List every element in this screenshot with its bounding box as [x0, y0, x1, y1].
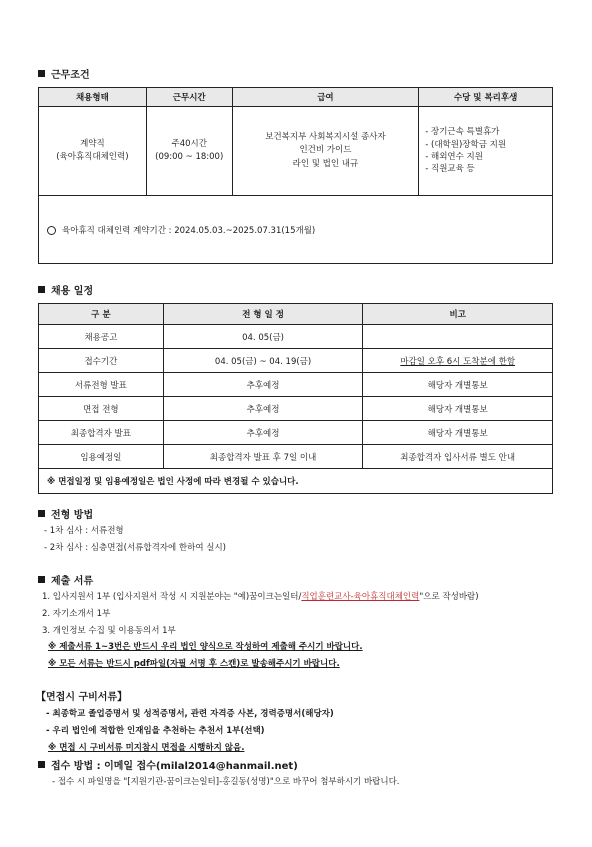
work-conditions-table [38, 87, 553, 264]
table-row [39, 421, 553, 445]
header-employment-type: 채용형태 [39, 88, 147, 107]
salary-line: 인건비 가이드 [299, 145, 352, 156]
document-item-1-suffix: "으로 작성바람) [419, 592, 479, 602]
section-title-text: 전형 방법 [51, 510, 94, 521]
section-title-work-conditions [38, 66, 90, 81]
selection-step-2: - 2차 심사 : 심층면접(서류합격자에 한하여 실시) [44, 543, 226, 553]
row-label: 채용공고 [39, 325, 164, 349]
header-schedule: 전 형 일 정 [163, 304, 363, 325]
header-benefits: 수당 및 복리후생 [419, 88, 553, 107]
selection-step-1: - 1차 심사 : 서류전형 [44, 526, 124, 536]
document-item-1-prefix: 1. 입사지원서 1부 (입사지원서 작성 시 지원분야는 "예)꿈이크는일터/ [42, 592, 302, 602]
row-schedule: 최종합격자 발표 후 7일 이내 [163, 445, 363, 469]
employment-type-cell [39, 107, 147, 196]
schedule-table [38, 303, 553, 494]
row-note: 최종합격자 입사서류 별도 안내 [363, 445, 553, 469]
square-bullet-icon [38, 286, 45, 293]
row-schedule: 추후예정 [163, 397, 363, 421]
benefit-item: - 해외연수 지원 [425, 152, 483, 162]
row-note [363, 325, 553, 349]
benefit-item: - 직원교육 등 [425, 164, 475, 175]
circle-bullet-icon [47, 226, 56, 235]
row-note: 해당자 개별통보 [363, 397, 553, 421]
header-category: 구 분 [39, 304, 164, 325]
row-label: 임용예정일 [39, 445, 164, 469]
header-salary: 급여 [232, 88, 419, 107]
table-row [39, 349, 553, 373]
row-note: 해당자 개별통보 [363, 373, 553, 397]
benefits-cell [419, 107, 553, 196]
square-bullet-icon [38, 510, 45, 517]
section-title-text: 채용 일정 [51, 286, 94, 297]
document-item-2: 2. 자기소개서 1부 [42, 609, 111, 619]
row-label: 최종합격자 발표 [39, 421, 164, 445]
header-work-hours: 근무시간 [146, 88, 232, 107]
table-row [39, 325, 553, 349]
work-hours-cell [146, 107, 232, 196]
row-label: 면접 전형 [39, 397, 164, 421]
work-hours-line: (09:00 ~ 18:00) [155, 152, 224, 162]
interview-doc-item-2: - 우리 법인에 적합한 인재임을 추천하는 추천서 1부(선택) [46, 726, 265, 736]
employment-type-line: (육아휴직대체인력) [56, 152, 129, 162]
benefit-item: - (대학원)장학금 지원 [425, 139, 507, 150]
row-note: 마감일 오후 6시 도착분에 한함 [363, 349, 553, 373]
document-item-1-highlight: 직업훈련교사-육아휴직대체인력 [301, 592, 420, 602]
square-bullet-icon [38, 70, 45, 77]
square-bullet-icon [38, 576, 45, 583]
work-hours-line: 주40시간 [171, 138, 207, 149]
document-notice-1: ※ 제출서류 1~3번은 반드시 우리 법인 양식으로 작성하여 제출해 주시기 바랍니다. [48, 642, 363, 652]
document-item-1 [42, 590, 479, 602]
row-schedule: 04. 05(금) [163, 325, 363, 349]
section-title-application-method [38, 757, 298, 772]
interview-doc-item-1: - 최종학교 졸업증명서 및 성적증명서, 관련 자격증 사본, 경력증명서(해당자) [46, 709, 334, 719]
section-title-selection-method [38, 506, 93, 521]
row-schedule: 추후예정 [163, 421, 363, 445]
interview-doc-notice: ※ 면접 시 구비서류 미지참시 면접을 시행하지 않음. [48, 743, 245, 753]
document-notice-2: ※ 모든 서류는 반드시 pdf파일(자필 서명 후 스캔)로 발송해주시기 바랍니다. [48, 659, 340, 669]
contract-period-text: 육아휴직 대체인력 계약기간 : 2024.05.03.~2025.07.31(15개월) [62, 225, 316, 236]
schedule-footnote: ※ 면접일정 및 임용예정일은 법인 사정에 따라 변경될 수 있습니다. [39, 469, 553, 494]
table-row [39, 397, 553, 421]
section-title-schedule [38, 282, 93, 297]
contract-period-note [39, 196, 553, 264]
section-title-interview-docs [36, 688, 127, 703]
salary-line: 보건복지부 사회복지시설 종사자 [265, 132, 386, 143]
row-note: 해당자 개별통보 [363, 421, 553, 445]
row-label: 접수기간 [39, 349, 164, 373]
table-row [39, 373, 553, 397]
document-item-3: 3. 개인정보 수집 및 이용동의서 1부 [42, 626, 176, 636]
section-title-text: 근무조건 [51, 70, 90, 81]
benefit-item: - 장기근속 특별휴가 [425, 127, 500, 138]
row-schedule: 04. 05(금) ~ 04. 19(금) [163, 349, 363, 373]
section-title-text: 접수 방법 : 이메일 접수(milal2014@hanmail.net) [51, 761, 298, 772]
section-title-text: 【면접시 구비서류】 [36, 692, 128, 703]
table-row [39, 445, 553, 469]
application-method-note: - 접수 시 파일명을 "[지원기관-꿈이크는일터]-홍길동(성명)"으로 바꾸어 첨부하시기 바랍니다. [52, 777, 400, 787]
employment-type-line: 계약직 [80, 138, 105, 149]
square-bullet-icon [38, 761, 45, 768]
salary-line: 라인 및 법인 내규 [292, 158, 359, 169]
row-schedule: 추후예정 [163, 373, 363, 397]
header-remarks: 비고 [363, 304, 553, 325]
section-title-text: 제출 서류 [51, 576, 94, 587]
row-label: 서류전형 발표 [39, 373, 164, 397]
salary-cell [232, 107, 419, 196]
section-title-documents [38, 572, 93, 587]
